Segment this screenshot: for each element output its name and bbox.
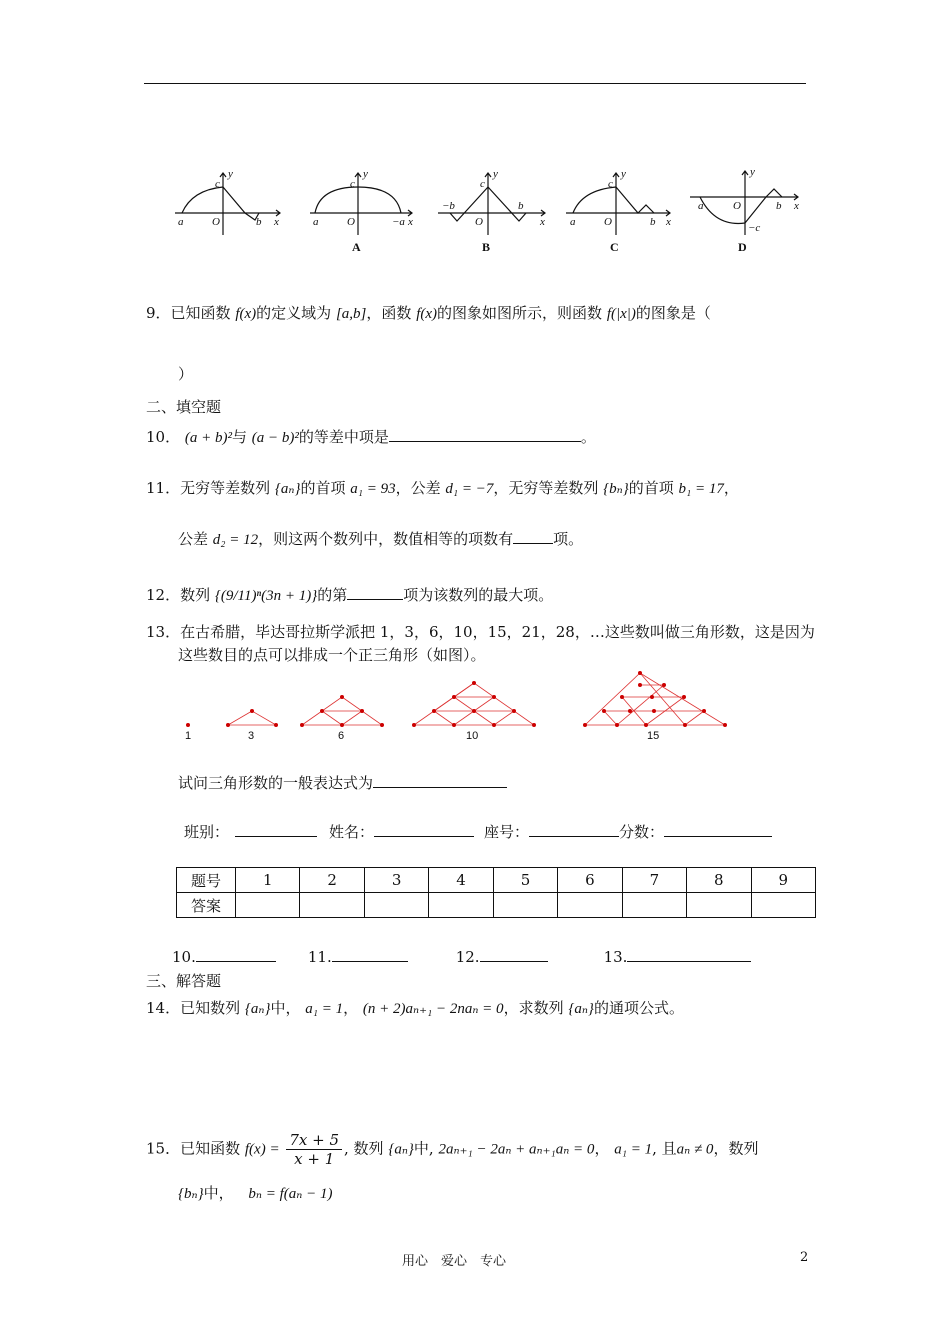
q9-domain: [a,b] [335, 306, 367, 322]
orig-o: O [212, 216, 220, 228]
b-c: c [480, 178, 485, 190]
tri-label-6: 6 [338, 730, 345, 742]
fill-blank-12[interactable] [480, 946, 548, 962]
table-row-answers: 答案 [177, 893, 816, 918]
fill-answers-row: 10. 11. 12. 13. [172, 946, 772, 967]
c-x: x [666, 216, 671, 228]
c-c: c [608, 178, 613, 190]
question-14: 14．已知数列 {aₙ}中， a₁ = 1， (n + 2)aₙ₊₁ − 2naₙ = 0，求数列 {aₙ}的通项公式。 [146, 999, 684, 1017]
tri-label-15: 15 [647, 730, 660, 742]
score-field[interactable] [664, 821, 772, 837]
answer-table [176, 867, 816, 918]
d-b: b [776, 200, 782, 212]
a-nega: −a [392, 216, 405, 228]
class-field[interactable] [235, 821, 317, 837]
page-number: 2 [800, 1250, 809, 1265]
answer-cell[interactable] [493, 893, 557, 918]
orig-c: c [215, 178, 220, 190]
d-x: x [794, 200, 799, 212]
graph-original [175, 173, 280, 235]
name-field[interactable] [374, 821, 474, 837]
b-o: O [475, 216, 483, 228]
a-x: x [408, 216, 413, 228]
a-o: O [347, 216, 355, 228]
graph-d [690, 171, 798, 235]
answer-blank-12[interactable] [347, 584, 403, 600]
c-a: a [570, 216, 576, 228]
d-a: a [698, 200, 704, 212]
label-b: B [482, 240, 491, 254]
c-b: b [650, 216, 656, 228]
student-info-line: 班别： 姓名： 座号： 分数： [184, 821, 772, 842]
q15-fraction: $\frac{7x + 5}{x + 1}$ [286, 1131, 342, 1168]
footer-motto: 用心 爱心 专心 [402, 1254, 507, 1269]
section-2-heading: 二、填空题 [146, 398, 222, 416]
triangle-numbers-figure [180, 668, 740, 743]
label-a: A [352, 240, 361, 254]
tri-label-3: 3 [248, 730, 255, 742]
fill-blank-11[interactable] [332, 946, 408, 962]
answer-cell[interactable] [558, 893, 622, 918]
answer-cell[interactable] [687, 893, 751, 918]
d-y: y [750, 166, 755, 178]
orig-x: x [274, 216, 279, 228]
fill-blank-13[interactable] [627, 946, 751, 962]
label-d: D [738, 240, 747, 254]
section-3-heading: 三、解答题 [146, 972, 222, 990]
q9-fabs: f(|x|) [606, 306, 636, 322]
question-15: 15．已知函数 f(x) = $\frac{7x + 5}{x + 1}$ , 数列 {aₙ}中, 2aₙ₊₁ − 2aₙ + aₙ₊₁aₙ = 0， a₁ = 1, 且aₙ ≠ 0，数列 [146, 1131, 759, 1168]
c-y: y [621, 168, 626, 180]
answer-cell[interactable] [364, 893, 428, 918]
b-b: b [518, 200, 524, 212]
c-o: O [604, 216, 612, 228]
q12-expr: {(9/11)ⁿ(3n + 1)} [214, 588, 318, 604]
question-11-line2: 公差 d₂ = 12，则这两个数列中，数值相等的项数有 项。 [178, 530, 584, 548]
q9-close: ） [178, 365, 194, 383]
a-y: y [363, 168, 368, 180]
orig-y: y [228, 168, 233, 180]
tri-label-1: 1 [185, 730, 192, 742]
question-12: 12．数列 {(9/11)ⁿ(3n + 1)}的第 项为该数列的最大项。 [146, 586, 554, 604]
question-10: 10． (a + b)²与 (a − b)²的等差中项是 。 [146, 428, 596, 446]
question-13-ask: 试问三角形数的一般表达式为 [178, 772, 507, 793]
a-c: c [350, 178, 355, 190]
answer-cell[interactable] [236, 893, 300, 918]
answer-blank-13[interactable] [373, 772, 507, 788]
answer-blank-11[interactable] [513, 528, 553, 544]
b-y: y [493, 168, 498, 180]
graph-figures [170, 165, 820, 260]
question-11: 11．无穷等差数列 {aₙ}的首项 a₁ = 93，公差 d₁ = −7，无穷等差数列 {bₙ}的首项 b₁ = 17， [146, 479, 739, 497]
question-9: 9．已知函数 f(x)的定义域为 [a,b]，函数 f(x)的图象如图所示，则函数 f(|x|)的图象是（ [146, 304, 711, 322]
answer-cell[interactable] [751, 893, 816, 918]
header-rule [144, 83, 806, 84]
a-a: a [313, 216, 319, 228]
seat-field[interactable] [529, 821, 619, 837]
b-x: x [540, 216, 545, 228]
b-negb: −b [442, 200, 455, 212]
answer-cell[interactable] [622, 893, 686, 918]
q9-fx: f(x) [235, 306, 257, 322]
d-o: O [733, 200, 741, 212]
question-13-line2: 这些数目的点可以排成一个正三角形（如图）。 [178, 646, 486, 664]
answer-cell[interactable] [429, 893, 493, 918]
q9-fx2: f(x) [416, 306, 438, 322]
table-row-header: 题号 1 2 3 4 5 6 7 8 9 [177, 868, 816, 893]
d-negc: −c [748, 222, 761, 234]
question-15-line2: {bₙ}中， bₙ = f(aₙ − 1) [178, 1184, 333, 1202]
question-13: 13．在古希腊，毕达哥拉斯学派把 1，3，6，10，15，21，28，…这些数叫做三角形数，这是因为 [146, 623, 815, 641]
orig-b: b [256, 216, 262, 228]
tri-label-10: 10 [466, 730, 479, 742]
fill-blank-10[interactable] [196, 946, 276, 962]
answer-blank-10[interactable] [389, 426, 581, 442]
label-c: C [610, 240, 619, 254]
answer-cell[interactable] [300, 893, 364, 918]
orig-a: a [178, 216, 184, 228]
